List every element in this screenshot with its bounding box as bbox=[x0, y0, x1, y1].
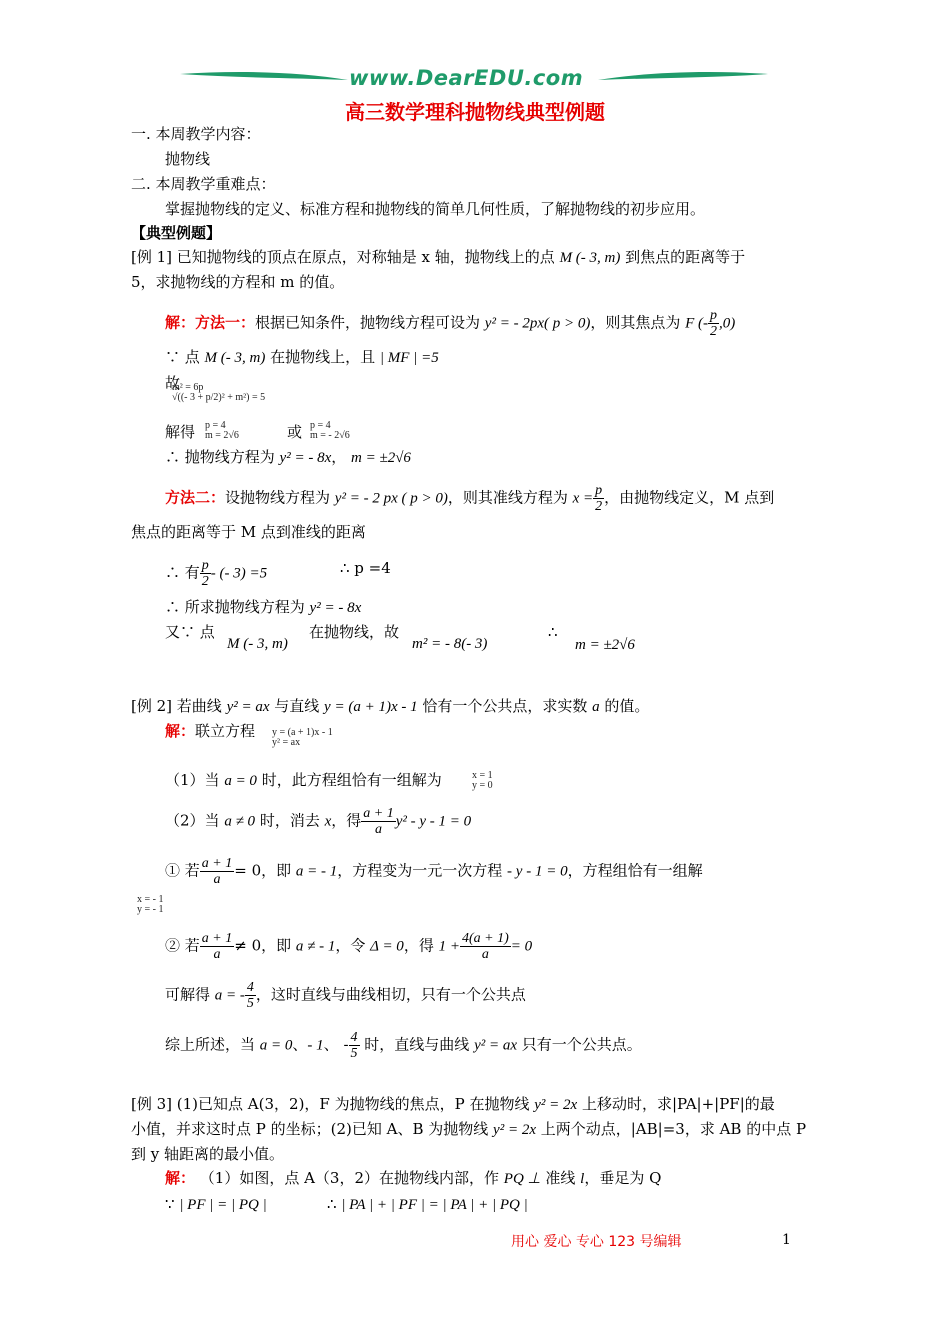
text: ∴ 所求抛物线方程为 bbox=[165, 598, 310, 616]
math: a = - 1 bbox=[295, 863, 338, 880]
ex2-item1-system bbox=[137, 895, 163, 915]
ex3-solution-line2 bbox=[165, 1194, 267, 1215]
system-row: x = - 1 bbox=[137, 894, 164, 905]
math: l bbox=[580, 1171, 585, 1187]
ex1-solution-line2 bbox=[165, 347, 439, 368]
fraction bbox=[200, 931, 234, 962]
math: - 1 bbox=[307, 1037, 324, 1054]
header-swoosh-left bbox=[180, 66, 350, 88]
denominator: 5 bbox=[350, 1046, 358, 1061]
math: M (- 3, m) bbox=[204, 350, 266, 366]
fraction bbox=[200, 558, 211, 589]
math: = 0 bbox=[510, 938, 533, 955]
header-swoosh-right bbox=[596, 66, 768, 88]
text: 在抛物线上，且 bbox=[265, 348, 380, 366]
text: ，由抛物线定义，M 点到 bbox=[604, 488, 775, 507]
solution-label: 解： bbox=[165, 722, 196, 740]
text: ① 若 bbox=[165, 861, 200, 880]
text: 上移动时，求|PA|+|PF|的最 bbox=[577, 1095, 775, 1113]
ex1-method2-line2: 焦点的距离等于 M 点到准线的距离 bbox=[131, 523, 366, 541]
math: y² = - 8x bbox=[309, 600, 362, 616]
ex3-question-line3: 到 y 轴距离的最小值。 bbox=[131, 1145, 285, 1163]
math: y = (a + 1)x - 1 bbox=[324, 699, 418, 715]
solution-label: 解： bbox=[165, 1169, 196, 1187]
text: ∴ bbox=[327, 1195, 342, 1213]
text: [例 2] 若曲线 bbox=[131, 697, 227, 715]
system-row: p = 4 bbox=[205, 420, 226, 431]
denominator: a bbox=[213, 872, 221, 887]
text: ② 若 bbox=[165, 936, 200, 955]
ex1-system-1 bbox=[172, 383, 265, 403]
text: ∵ bbox=[165, 1195, 180, 1213]
system-row: m = 2√6 bbox=[205, 430, 239, 441]
ex2-solution-line1 bbox=[165, 721, 255, 741]
fraction bbox=[708, 308, 719, 339]
denominator: 5 bbox=[246, 996, 254, 1011]
text: ≠ 0，即 bbox=[234, 936, 296, 955]
system-row: y = - 1 bbox=[137, 904, 164, 915]
math: ,0) bbox=[719, 315, 736, 332]
numerator: p bbox=[201, 558, 209, 573]
ex1-question-line1 bbox=[131, 247, 745, 268]
numerator: 4 bbox=[246, 980, 254, 995]
ex2-result1 bbox=[165, 980, 526, 1011]
text: 时，消去 bbox=[255, 811, 325, 830]
ex2-item1 bbox=[165, 856, 703, 887]
section-2-body: 掌握抛物线的定义、标准方程和抛物线的简单几何性质，了解抛物线的初步应用。 bbox=[165, 200, 706, 218]
text: ∵ 点 bbox=[165, 348, 205, 366]
text: 的值。 bbox=[599, 697, 650, 715]
text: 恰有一个公共点，求实数 bbox=[417, 697, 593, 715]
ex2-item2 bbox=[165, 931, 532, 962]
ex3-question-line1 bbox=[131, 1094, 775, 1115]
ex2-case2 bbox=[165, 806, 471, 837]
math: Δ = 0 bbox=[370, 938, 404, 955]
text: 设抛物线方程为 bbox=[225, 488, 335, 507]
fraction bbox=[349, 1030, 360, 1061]
denominator: a bbox=[213, 947, 221, 962]
system-row: p = 4 bbox=[310, 420, 331, 431]
page-number: 1 bbox=[782, 1232, 791, 1248]
ex2-case1 bbox=[165, 770, 442, 791]
math: | PF | = | PQ | bbox=[179, 1197, 267, 1213]
section-1-heading: 一. 本周教学内容： bbox=[131, 125, 261, 143]
system-row: m = - 2√6 bbox=[310, 430, 350, 441]
denominator: 2 bbox=[595, 499, 603, 514]
math: m = ±2√6 bbox=[351, 450, 411, 466]
ex1-method2-line1 bbox=[165, 483, 774, 514]
math: y² = - 8x bbox=[279, 450, 332, 466]
ex1-question-line2: 5，求抛物线的方程和 m 的值。 bbox=[131, 273, 345, 291]
numerator: 4(a + 1) bbox=[461, 931, 509, 946]
numerator: a + 1 bbox=[201, 931, 233, 946]
text: ，则其焦点为 bbox=[590, 313, 686, 332]
text: ，得 bbox=[331, 811, 362, 830]
text: [例 3] (1)已知点 A(3，2)，F 为抛物线的焦点，P 在抛物线 bbox=[131, 1095, 535, 1113]
text: 准线 bbox=[540, 1169, 581, 1187]
text: 综上所述，当 bbox=[165, 1035, 260, 1054]
ex1-solution-line3-label: 故 bbox=[165, 374, 181, 392]
ex1-method2-line5-b: 在抛物线，故 bbox=[309, 623, 400, 641]
ex1-method2-line5-result: m = ±2√6 bbox=[575, 637, 635, 653]
text: 、 bbox=[292, 1035, 308, 1054]
site-logo-text: www.DearEDU.com bbox=[349, 66, 584, 90]
text: 可解得 bbox=[165, 985, 215, 1004]
denominator: a bbox=[481, 947, 489, 962]
ex2-system bbox=[272, 728, 333, 748]
text: 小值，并求这时点 P 的坐标；(2)已知 A、B 为抛物线 bbox=[131, 1120, 494, 1138]
math: x = bbox=[572, 490, 594, 507]
method-label: 方法二： bbox=[165, 488, 226, 507]
ex1-method2-line5-therefore: ∴ bbox=[548, 623, 558, 641]
math: - y - 1 = 0 bbox=[507, 863, 568, 880]
text: ，方程组恰有一组解 bbox=[567, 861, 703, 880]
math: y² = - 2 px ( p > 0) bbox=[334, 490, 448, 507]
ex2-result2 bbox=[165, 1030, 642, 1061]
text: ，则其准线方程为 bbox=[447, 488, 573, 507]
text: （2）当 bbox=[165, 811, 225, 830]
examples-heading: 【典型例题】 bbox=[131, 224, 222, 242]
text: 到焦点的距离等于 bbox=[620, 248, 746, 266]
math: PQ ⊥ bbox=[503, 1171, 541, 1187]
math: y² = 2x bbox=[493, 1122, 536, 1138]
ex3-solution-line1 bbox=[165, 1168, 661, 1189]
text: 时，此方程组恰有一组解为 bbox=[256, 771, 442, 789]
ex1-solution-line1 bbox=[165, 308, 735, 339]
denominator: 2 bbox=[201, 574, 209, 589]
numerator: 4 bbox=[350, 1030, 358, 1045]
text: （1）当 bbox=[165, 771, 225, 789]
math: 1 + bbox=[438, 938, 460, 955]
math: a = 0 bbox=[224, 773, 257, 789]
math: a ≠ 0 bbox=[224, 813, 256, 830]
fraction bbox=[460, 931, 511, 962]
math: F (- bbox=[685, 315, 709, 332]
ex1-method2-p-result: ∴ p =4 bbox=[340, 559, 391, 577]
text: ，垂足为 Q bbox=[584, 1169, 662, 1187]
fraction bbox=[361, 806, 395, 837]
text: ∴ 有 bbox=[165, 563, 200, 582]
denominator: 2 bbox=[710, 324, 718, 339]
fraction bbox=[200, 856, 234, 887]
math: | MF | =5 bbox=[379, 350, 439, 366]
text: ，方程变为一元一次方程 bbox=[337, 861, 508, 880]
math: x bbox=[324, 813, 332, 830]
text: 与直线 bbox=[269, 697, 325, 715]
ex3-solution-line2-b bbox=[327, 1194, 528, 1215]
ex1-system-2 bbox=[205, 421, 239, 441]
text: ∴ 抛物线方程为 bbox=[165, 448, 280, 466]
text: = 0，即 bbox=[234, 861, 296, 880]
math: y² - y - 1 = 0 bbox=[395, 813, 472, 830]
system-row: m² = 6p bbox=[172, 382, 204, 393]
system-row: x = 1 bbox=[472, 770, 493, 781]
text: 解得 bbox=[165, 423, 196, 441]
text: ，这时直线与曲线相切，只有一个公共点 bbox=[255, 985, 526, 1004]
ex2-case1-system bbox=[472, 771, 493, 791]
ex1-method2-line3 bbox=[165, 558, 267, 589]
document-title: 高三数学理科抛物线典型例题 bbox=[345, 100, 605, 124]
text: （1）如图，点 A（3，2）在抛物线内部，作 bbox=[195, 1169, 504, 1187]
numerator: p bbox=[710, 308, 718, 323]
math: a = 0 bbox=[259, 1037, 293, 1054]
text: ，得 bbox=[403, 936, 439, 955]
denominator: a bbox=[375, 822, 382, 837]
footer-slogan: 用心 爱心 专心 123 号编辑 bbox=[511, 1234, 682, 1250]
text: [例 1] 已知抛物线的顶点在原点，对称轴是 x 轴，抛物线上的点 bbox=[131, 248, 560, 266]
numerator: a + 1 bbox=[363, 806, 394, 821]
solution-label: 解：方法一： bbox=[165, 313, 256, 332]
ex1-solution-line4 bbox=[165, 422, 195, 442]
ex1-method2-line5-point: M (- 3, m) bbox=[227, 636, 288, 652]
math: a bbox=[592, 699, 600, 715]
fraction bbox=[593, 483, 604, 514]
math: a = - bbox=[214, 987, 245, 1004]
math: y² = - 2px( p > 0) bbox=[484, 315, 591, 332]
fraction bbox=[245, 980, 256, 1011]
text: 根据已知条件，抛物线方程可设为 bbox=[255, 313, 485, 332]
text: 上两个动点，|AB|=3，求 AB 的中点 P bbox=[535, 1120, 807, 1138]
numerator: a + 1 bbox=[201, 856, 233, 871]
math: a ≠ - 1 bbox=[295, 938, 336, 955]
ex2-question bbox=[131, 696, 649, 717]
ex3-question-line2 bbox=[131, 1119, 806, 1140]
numerator: p bbox=[595, 483, 603, 498]
text: 时，直线与曲线 bbox=[359, 1035, 475, 1054]
ex1-method2-line5-a: 又∵ 点 bbox=[165, 623, 215, 641]
math: M (- 3, m) bbox=[559, 250, 621, 266]
text: 只有一个公共点。 bbox=[517, 1035, 642, 1054]
text: 、 - bbox=[323, 1035, 349, 1054]
system-row: y = (a + 1)x - 1 bbox=[272, 727, 333, 738]
text: 联立方程 bbox=[195, 722, 256, 740]
math: y² = ax bbox=[474, 1037, 517, 1054]
text: ， bbox=[331, 448, 352, 466]
ex1-method2-line5-eq: m² = - 8(- 3) bbox=[412, 636, 488, 652]
math: y² = 2x bbox=[534, 1097, 578, 1113]
system-row: √((- 3 + p/2)² + m²) = 5 bbox=[172, 392, 266, 403]
section-2-heading: 二. 本周教学重难点： bbox=[131, 175, 276, 193]
math: | PA | + | PF | = | PA | + | PQ | bbox=[341, 1197, 528, 1213]
system-row: y² = ax bbox=[272, 737, 301, 748]
math: y² = ax bbox=[226, 699, 270, 715]
math: - (- 3) =5 bbox=[210, 565, 268, 582]
system-row: y = 0 bbox=[472, 780, 493, 791]
text: ，令 bbox=[335, 936, 371, 955]
ex1-solution-line5 bbox=[165, 447, 411, 468]
ex1-method2-line4 bbox=[165, 597, 361, 618]
ex1-or: 或 bbox=[287, 423, 303, 441]
section-1-body: 抛物线 bbox=[165, 150, 211, 168]
ex1-system-3 bbox=[310, 421, 350, 441]
